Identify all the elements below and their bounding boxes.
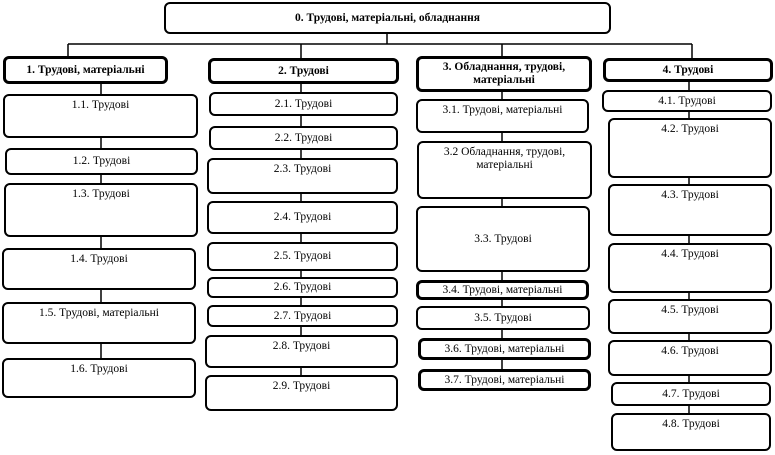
column-3-item-2 (417, 141, 592, 199)
item-label: 4.3. Трудові (661, 189, 719, 201)
item-label: 4.5. Трудові (661, 304, 719, 316)
column-3-item-7 (418, 369, 591, 391)
item-label: 2.7. Трудові (273, 309, 332, 322)
column-2-item-6 (207, 277, 398, 298)
column-2-item-3 (207, 158, 398, 194)
item-label: 4.1. Трудові (658, 94, 716, 107)
item-label: 1.1. Трудові (71, 99, 130, 111)
column-4-item-6 (608, 340, 772, 376)
item-label: 3.7. Трудові, матеріальні (444, 373, 565, 386)
column-2-item-2 (209, 126, 398, 150)
column-2-item-4 (207, 201, 398, 234)
item-label: 4.8. Трудові (662, 418, 720, 430)
item-label: 4.7. Трудові (662, 387, 720, 400)
item-label: 2.2. Трудові (274, 131, 333, 144)
column-1-item-2 (5, 148, 198, 175)
item-label: 4.6. Трудові (661, 345, 719, 357)
column-3-header (416, 56, 592, 92)
column-1-item-6 (2, 358, 196, 398)
column-1-header (3, 56, 168, 84)
item-label: 2.3. Трудові (273, 163, 332, 175)
column-4-item-2 (608, 118, 772, 178)
item-label: 2.1. Трудові (274, 97, 333, 110)
column-4-header-label: 4. Трудові (662, 63, 714, 76)
item-label: 1.3. Трудові (72, 188, 130, 200)
column-4-item-3 (608, 184, 772, 236)
column-4-item-7 (611, 382, 771, 406)
item-label: 3.6. Трудові, матеріальні (444, 342, 565, 355)
item-label: 3.2 Обладнання, трудові, матеріальні (443, 146, 566, 171)
item-label: 2.9. Трудові (272, 380, 331, 392)
column-2-item-1 (209, 92, 398, 116)
item-label: 3.4. Трудові, матеріальні (442, 283, 563, 296)
column-1-item-5 (2, 302, 196, 344)
column-1-item-3 (4, 183, 198, 237)
column-4-item-4 (608, 243, 772, 293)
column-2-header (208, 58, 399, 84)
column-2-item-5 (207, 242, 398, 271)
column-3-item-4 (416, 280, 589, 300)
column-1-item-1 (3, 94, 198, 138)
item-label: 2.6. Трудові (273, 281, 332, 293)
item-label: 4.2. Трудові (661, 123, 719, 135)
item-label: 2.4. Трудові (273, 211, 332, 223)
column-1-header-label: 1. Трудові, матеріальні (26, 63, 145, 76)
item-label: 1.2. Трудові (72, 155, 131, 167)
column-4-item-8 (611, 413, 771, 451)
item-label: 3.1. Трудові, матеріальні (442, 104, 563, 116)
item-label: 1.5. Трудові, матеріальні (39, 307, 159, 319)
column-4-header (603, 58, 773, 82)
item-label: 4.4. Трудові (661, 248, 719, 260)
item-label: 1.4. Трудові (70, 253, 128, 265)
column-1-item-4 (2, 248, 196, 290)
root-node (164, 2, 611, 34)
root-label: 0. Трудові, матеріальні, обладнання (294, 11, 481, 24)
column-2-item-9 (205, 375, 398, 411)
column-2-header-label: 2. Трудові (278, 64, 329, 77)
column-3-item-6 (418, 338, 591, 360)
column-2-item-8 (205, 335, 398, 368)
column-3-item-5 (416, 306, 590, 330)
column-3-item-1 (416, 99, 589, 133)
item-label: 3.3. Трудові (474, 232, 532, 245)
column-3-item-3 (416, 206, 590, 272)
item-label: 3.5. Трудові (474, 311, 532, 324)
column-2-item-7 (207, 305, 398, 327)
column-4-item-5 (608, 299, 772, 334)
item-label: 2.8. Трудові (272, 340, 331, 352)
item-label: 1.6. Трудові (70, 363, 128, 375)
column-3-header-label: 3. Обладнання, трудові, матеріальні (442, 61, 566, 86)
item-label: 2.5. Трудові (273, 250, 332, 262)
column-4-item-1 (602, 90, 772, 112)
